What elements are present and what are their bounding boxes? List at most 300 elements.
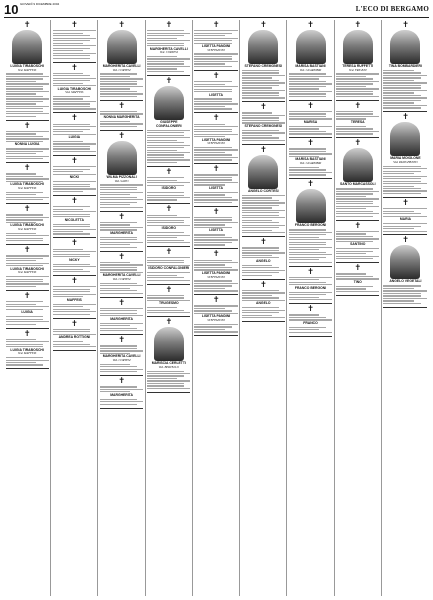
text-line	[336, 83, 373, 84]
text-line	[194, 194, 224, 195]
deceased-name: MARIA MOIOLONE	[390, 156, 421, 161]
obituary-notice	[242, 280, 285, 323]
deceased-subtitle: STEFFANONI	[207, 318, 225, 323]
deceased-name: NICOLETTA	[64, 217, 84, 222]
deceased-subtitle: Ved. CORTESI	[112, 357, 131, 362]
text-line	[194, 61, 237, 62]
text-line	[242, 205, 279, 206]
obituary-notice	[383, 20, 427, 112]
deceased-name: FRANCO BERGONI	[294, 285, 327, 290]
text-line	[289, 317, 326, 318]
text-line	[336, 91, 373, 92]
deceased-name: TINO	[353, 279, 362, 284]
portrait-photo	[390, 245, 420, 279]
text-line	[100, 391, 130, 392]
text-line	[242, 200, 279, 201]
deceased-subtitle: Ved. PANIGHENNO	[393, 160, 418, 165]
text-line	[6, 98, 49, 99]
text-line	[383, 231, 427, 232]
text-line	[6, 263, 49, 264]
text-line	[147, 378, 177, 379]
deceased-name: STEFANO CREMONESI	[244, 123, 283, 128]
deceased-subtitle: Ved. MAFFEIS	[18, 270, 37, 275]
text-line	[194, 242, 231, 243]
text-line	[53, 38, 96, 39]
text-line	[242, 247, 279, 248]
text-line	[6, 319, 43, 320]
text-line	[336, 188, 373, 189]
text-line	[53, 55, 90, 56]
text-line	[242, 72, 279, 73]
text-line	[147, 61, 184, 62]
text-line	[194, 184, 224, 185]
cross-icon: ✝	[354, 20, 362, 29]
text-line	[53, 291, 90, 292]
text-line	[336, 238, 379, 239]
text-line	[147, 380, 190, 381]
text-line	[289, 118, 332, 119]
deceased-name: MARISA	[303, 119, 318, 124]
text-line	[53, 186, 90, 187]
text-line	[6, 238, 43, 239]
text-line	[194, 56, 231, 57]
deceased-name: ISIDORO	[161, 226, 176, 231]
text-line	[53, 75, 90, 76]
cross-icon: ✝	[259, 20, 267, 29]
text-line	[242, 317, 285, 318]
text-line	[242, 312, 279, 313]
deceased-name: LISETTA	[209, 185, 223, 190]
text-line	[242, 80, 279, 81]
cross-icon: ✝	[354, 138, 362, 148]
text-line	[100, 73, 137, 74]
text-line	[147, 260, 184, 261]
text-line	[53, 50, 83, 51]
text-line	[242, 75, 285, 76]
cross-icon: ✝	[402, 20, 409, 29]
text-line	[242, 92, 279, 93]
deceased-name: MARIA	[399, 217, 411, 222]
text-line	[53, 146, 90, 147]
text-line	[336, 278, 379, 279]
text-line	[242, 290, 279, 291]
obituary-notice	[242, 102, 285, 145]
text-line	[6, 286, 36, 287]
text-line	[194, 227, 231, 228]
obituary-notice	[6, 245, 49, 291]
text-line	[383, 97, 427, 98]
text-line	[6, 222, 36, 223]
deceased-name: LISETTA PANDINI	[201, 270, 231, 275]
text-line	[336, 233, 366, 234]
deceased-name: LUIGIA TIRABOSCHI	[10, 182, 44, 187]
text-line	[100, 202, 137, 203]
obituary-notice	[53, 319, 96, 352]
text-line	[383, 208, 427, 209]
text-line	[147, 385, 184, 386]
obituary-notice	[242, 20, 285, 102]
text-line	[383, 285, 421, 286]
text-line	[6, 309, 43, 310]
deceased-name: NONNA LUIGIA	[14, 142, 40, 147]
text-line	[53, 214, 90, 215]
text-line	[289, 131, 326, 132]
deceased-subtitle: Ved. BERTELLO	[158, 364, 179, 369]
text-line	[289, 292, 332, 293]
cross-icon: ✝	[71, 318, 78, 328]
text-line	[53, 344, 90, 345]
cross-icon: ✝	[23, 245, 31, 255]
deceased-name: ANGELO CORTESI	[248, 188, 279, 193]
cross-icon: ✝	[307, 304, 314, 314]
text-line	[289, 151, 326, 152]
text-line	[100, 113, 143, 114]
text-line	[100, 187, 137, 188]
text-line	[147, 195, 184, 196]
deceased-name: SANTINO	[350, 242, 366, 247]
column-3	[98, 20, 145, 596]
text-line	[100, 227, 143, 228]
text-line	[147, 185, 184, 186]
text-line	[336, 81, 379, 82]
text-line	[147, 66, 190, 67]
text-line	[194, 288, 224, 289]
text-line	[289, 327, 326, 328]
portrait-photo	[343, 148, 373, 182]
portrait-photo	[107, 30, 137, 64]
deceased-name: FRANCO	[303, 320, 318, 325]
text-line	[289, 96, 326, 97]
obituary-notice	[194, 207, 237, 250]
text-line	[100, 308, 143, 309]
deceased-name: ANDREA ROTTIGNI	[58, 335, 91, 340]
text-line	[194, 159, 231, 160]
deceased-name: GIUSEPPE CONFALONIERI	[156, 119, 182, 128]
text-line	[383, 92, 414, 93]
text-line	[289, 259, 319, 260]
cross-icon: ✝	[354, 100, 362, 110]
text-line	[100, 121, 130, 122]
text-line	[6, 324, 36, 325]
text-line	[100, 207, 143, 208]
text-line	[6, 344, 43, 345]
obituary-notice	[194, 71, 237, 114]
cross-icon: ✝	[165, 204, 173, 214]
text-line	[242, 267, 279, 268]
cross-icon: ✝	[165, 317, 173, 327]
text-line	[383, 188, 421, 189]
text-line	[147, 180, 177, 181]
text-line	[53, 224, 90, 225]
text-line	[242, 85, 279, 86]
cross-icon: ✝	[259, 144, 267, 154]
text-line	[6, 91, 49, 92]
text-line	[289, 242, 326, 243]
text-line	[100, 81, 137, 82]
text-line	[194, 38, 237, 39]
text-line	[242, 222, 279, 223]
column-7	[287, 20, 334, 596]
text-line	[289, 78, 319, 79]
text-line	[147, 272, 190, 273]
text-line	[194, 152, 224, 153]
text-line	[100, 269, 137, 270]
text-line	[6, 360, 49, 361]
text-line	[6, 197, 49, 198]
text-line	[147, 150, 177, 151]
text-line	[147, 257, 190, 258]
deceased-name: TERESA	[350, 119, 365, 124]
deceased-subtitle: Ved. GUARNIERI	[299, 67, 322, 72]
cross-icon: ✝	[71, 238, 78, 248]
text-line	[6, 141, 43, 142]
text-line	[289, 234, 326, 235]
text-line	[383, 75, 427, 76]
portrait-photo	[343, 30, 373, 64]
deceased-name: ISIDORO CONFALONIERI	[148, 266, 190, 271]
text-line	[53, 141, 83, 142]
text-line	[383, 168, 427, 169]
text-line	[100, 194, 130, 195]
text-line	[242, 225, 285, 226]
deceased-name: MARISCIA CERLETTI	[151, 361, 186, 366]
portrait-photo	[12, 30, 42, 64]
text-line	[6, 217, 49, 218]
text-line	[53, 256, 90, 257]
text-line	[100, 386, 137, 387]
text-line	[336, 216, 373, 217]
text-line	[100, 330, 143, 331]
text-line	[147, 142, 184, 143]
text-line	[383, 171, 421, 172]
text-line	[147, 215, 177, 216]
deceased-name: TERESA RUFFETTI	[342, 64, 374, 68]
text-line	[242, 297, 279, 298]
text-line	[6, 192, 43, 193]
text-line	[383, 90, 427, 91]
text-line	[194, 329, 224, 330]
portrait-photo	[390, 122, 420, 156]
text-line	[194, 91, 231, 92]
column-1	[4, 20, 51, 596]
text-line	[6, 255, 49, 256]
obituary-notice	[6, 291, 49, 329]
text-line	[100, 88, 130, 89]
obituary-notice	[242, 145, 285, 237]
text-line	[53, 174, 96, 175]
text-line	[53, 334, 96, 335]
cross-icon: ✝	[259, 237, 267, 247]
deceased-name: ANGELO	[256, 258, 271, 263]
text-line	[53, 341, 83, 342]
text-line	[6, 101, 43, 102]
cross-icon: ✝	[71, 276, 78, 285]
text-line	[194, 147, 231, 148]
text-line	[383, 70, 414, 71]
obituary-notice	[289, 20, 332, 101]
deceased-name: MARGHERITA CAVELLI	[149, 46, 188, 51]
cross-icon: ✝	[165, 246, 173, 256]
cross-icon: ✝	[307, 138, 314, 148]
obituary-notice	[383, 198, 427, 236]
text-line	[383, 87, 421, 88]
deceased-name: STEFANO CREMONESI	[244, 64, 283, 68]
text-line	[194, 199, 237, 200]
text-line	[336, 276, 373, 277]
text-line	[194, 305, 237, 306]
deceased-name: LUIGIA	[68, 135, 81, 139]
cross-icon: ✝	[307, 20, 314, 29]
deceased-subtitle: Ved. FRIGENI	[349, 67, 367, 72]
text-line	[383, 82, 427, 83]
obituary-notice	[289, 267, 332, 305]
cross-icon: ✝	[23, 290, 31, 300]
deceased-name: MARGHERITA CAVELLI	[102, 273, 141, 278]
text-line	[289, 73, 326, 74]
text-line	[242, 265, 272, 266]
text-line	[194, 308, 224, 309]
text-line	[289, 279, 319, 280]
text-line	[383, 226, 421, 227]
text-line	[336, 131, 379, 132]
text-line	[289, 88, 319, 89]
deceased-subtitle: Ved. MAFFEIS	[18, 227, 37, 231]
text-line	[100, 315, 143, 316]
text-line	[194, 136, 224, 137]
deceased-name: NICKY	[69, 257, 80, 262]
text-line	[242, 202, 285, 203]
text-line	[242, 195, 285, 196]
text-line	[147, 40, 190, 41]
deceased-subtitle: Ved. SAVIO	[114, 178, 129, 183]
text-line	[6, 321, 49, 322]
deceased-name: TRUGESMO	[159, 301, 179, 306]
text-line	[53, 296, 83, 297]
deceased-name: LUIGIA TIRABOSCHI	[10, 347, 44, 352]
text-line	[53, 226, 90, 227]
obituary-notice	[100, 335, 143, 376]
text-line	[383, 228, 414, 229]
text-line	[53, 181, 96, 182]
cross-icon: ✝	[165, 166, 173, 176]
text-line	[289, 232, 332, 233]
text-line	[194, 40, 231, 41]
column-9	[382, 20, 429, 596]
cross-icon: ✝	[212, 206, 220, 216]
text-line	[100, 242, 143, 243]
text-line	[53, 129, 90, 130]
text-line	[100, 224, 130, 225]
text-line	[289, 167, 319, 168]
text-line	[53, 35, 90, 36]
text-line	[6, 316, 43, 317]
text-line	[100, 96, 137, 97]
text-line	[289, 153, 332, 154]
text-line	[6, 341, 49, 342]
text-line	[53, 78, 96, 79]
text-line	[194, 103, 237, 104]
text-line	[194, 98, 231, 99]
text-line	[100, 313, 137, 314]
column-2	[51, 20, 98, 596]
deceased-subtitle: Ved. CORTESI	[112, 277, 131, 281]
portrait-photo	[390, 30, 420, 64]
text-line	[336, 191, 379, 192]
text-line	[147, 312, 190, 313]
text-line	[6, 339, 36, 340]
cross-icon: ✝	[118, 130, 125, 140]
text-line	[194, 313, 237, 314]
text-line	[289, 237, 319, 238]
text-line	[147, 295, 184, 296]
text-line	[147, 197, 190, 198]
text-line	[147, 147, 184, 148]
text-line	[336, 93, 373, 94]
text-line	[194, 217, 231, 218]
publication-name: L'ECO DI BERGAMO	[355, 5, 429, 13]
text-line	[336, 196, 366, 197]
text-line	[336, 198, 379, 199]
text-line	[53, 269, 83, 270]
deceased-name: MARISA BASTIANI	[295, 157, 326, 162]
text-line	[100, 389, 143, 390]
obituary-notice	[6, 204, 49, 245]
text-line	[336, 241, 373, 242]
text-line	[242, 270, 285, 271]
text-line	[194, 244, 224, 245]
text-line	[383, 186, 414, 187]
cross-icon: ✝	[212, 20, 220, 29]
text-line	[242, 77, 272, 78]
text-line	[194, 267, 231, 268]
text-line	[289, 86, 326, 87]
text-line	[194, 131, 231, 132]
text-line	[242, 120, 279, 121]
cross-icon: ✝	[259, 279, 267, 289]
text-line	[147, 235, 190, 236]
text-line	[383, 293, 421, 294]
text-line	[194, 89, 231, 90]
text-line	[100, 123, 143, 124]
portrait-photo	[248, 30, 278, 64]
text-line	[6, 81, 36, 82]
text-line	[289, 299, 332, 300]
text-line	[147, 222, 184, 223]
text-line	[289, 93, 326, 94]
text-line	[53, 289, 90, 290]
deceased-subtitle: STEFFANONI	[207, 141, 225, 146]
text-line	[100, 369, 143, 370]
cross-icon: ✝	[307, 266, 314, 276]
obituary-notice	[289, 304, 332, 337]
text-line	[100, 86, 143, 87]
text-line	[6, 346, 43, 347]
deceased-name: MARGHERITA	[110, 316, 133, 321]
text-line	[6, 362, 36, 363]
text-line	[194, 33, 231, 34]
text-line	[383, 223, 427, 224]
text-line	[53, 233, 90, 234]
text-line	[336, 213, 379, 214]
cross-icon: ✝	[118, 20, 125, 29]
text-line	[147, 38, 177, 39]
text-line	[6, 281, 43, 282]
text-line	[289, 111, 332, 112]
text-line	[147, 140, 177, 141]
text-line	[6, 138, 49, 139]
text-line	[194, 310, 231, 311]
text-line	[194, 58, 231, 59]
